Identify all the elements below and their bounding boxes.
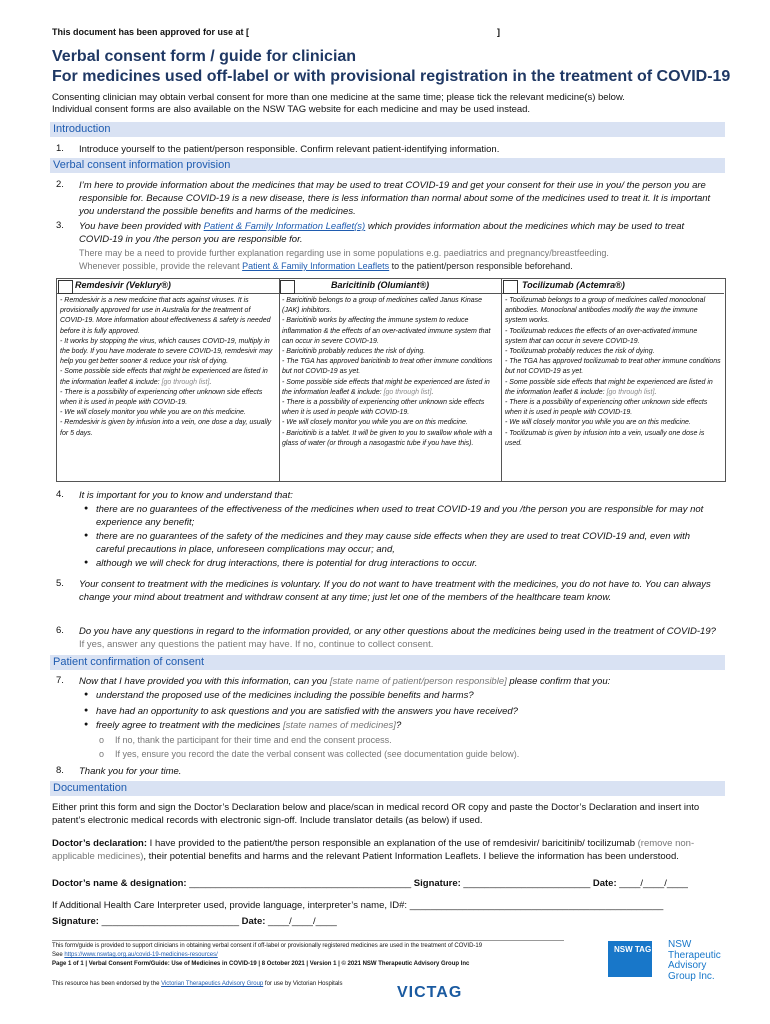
medicine-description	[279, 294, 501, 451]
nsw-name-line: Advisory	[668, 960, 707, 971]
item-4: It is important for you to know and understand that:	[79, 490, 293, 501]
medicine-point: - There is a possibility of experiencing other unknown side effects when it is used in people with COVID-19.	[60, 388, 263, 407]
intro-text	[52, 92, 732, 116]
item-number: 6.	[56, 625, 64, 636]
resources-link[interactable]: https://www.nswtag.org.au/covid-19-medicines-resources/	[64, 952, 218, 958]
doctor-signature-row	[52, 878, 688, 889]
nsw-name-line: NSW	[668, 939, 692, 950]
footer-line-4	[52, 980, 343, 988]
declaration-placeholder: (remove non-applicable medicines)	[52, 838, 695, 862]
item-6	[79, 625, 719, 651]
medicine-point: - Some possible side effects that might be experienced are listed in the information leaflet & include: [go through list].	[505, 378, 713, 396]
item-7-placeholder: [state name of patient/person responsible]	[329, 676, 507, 687]
baricitinib-checkbox[interactable]	[280, 280, 295, 294]
medicine-point: - Some possible side effects that might be experienced are listed in the information leaflet & include: [go through list].	[60, 368, 268, 386]
footer-line-1: This form/guide is provided to support clinicians in obtaining verbal consent if off-label or provisionally registered medicines are used in the treatment of COVID-19	[52, 943, 483, 949]
note-text-b: to the patient/person responsible beforehand.	[389, 261, 573, 271]
section-verbal-consent: Verbal consent information provision	[50, 158, 725, 173]
medicine-point: - We will closely monitor you while you are on this medicine.	[282, 419, 468, 427]
medicine-header	[279, 279, 501, 294]
medicine-description	[57, 294, 279, 441]
item-7-text-a: Now that I have provided you with this information, can you	[79, 676, 330, 687]
victag-link[interactable]: Victorian Therapeutics Advisory Group	[161, 981, 264, 987]
item-3	[79, 220, 719, 246]
medicine-point: - We will closely monitor you while you are on this medicine.	[505, 419, 691, 427]
doctor-name-label: Doctor’s name & designation:	[52, 878, 187, 889]
medicine-point: - There is a possibility of experiencing other unknown side effects when it is used in people with COVID-19.	[282, 399, 485, 417]
item-number: 8.	[56, 765, 64, 776]
item-6-question: Do you have any questions in regard to the information provided, or any other questions about the medicines being used in the treatment of COVID-19?	[79, 626, 716, 637]
intro-line-2: Individual consent forms are also available on the NSW TAG website for each medicine and may be used instead.	[52, 104, 531, 115]
item-7-bullet-1: understand the proposed use of the medicines including the possible benefits and harms?	[96, 690, 474, 701]
medicine-column-remdesivir	[57, 279, 280, 481]
item-7-text-b: please confirm that you:	[506, 676, 611, 687]
medicine-point: - Tocilizumab belongs to a group of medicines called monoclonal antibodies. Monoclonal antibodies modify the way the immune system works.	[505, 297, 706, 325]
medicine-point: - The TGA has approved tocilizumab to treat other immune conditions but not COVID-19 as yet.	[505, 358, 721, 376]
signature-label: Signature:	[413, 878, 461, 889]
doctor-name-field[interactable]: __________________________________________	[189, 878, 412, 889]
medicine-point: - We will closely monitor you while you are on this medicine.	[60, 409, 246, 417]
item-1: Introduce yourself to the patient/person responsible. Confirm relevant patient-identifying information.	[79, 144, 500, 155]
item-4-bullet-3: although we will check for drug interactions, there is potential for drug interactions to occur.	[96, 558, 478, 569]
item-number: 4.	[56, 489, 64, 500]
medicine-point: - Tocilizumab probably reduces the risk of dying.	[505, 348, 655, 356]
item-3-note-2	[79, 260, 719, 273]
footer-endorsed-b: for use by Victorian Hospitals	[263, 981, 343, 987]
declaration-label: Doctor’s declaration:	[52, 838, 148, 849]
medicines-table	[56, 278, 726, 482]
item-number: 3.	[56, 220, 64, 231]
remdesivir-checkbox[interactable]	[58, 280, 73, 294]
signature-label: Signature:	[52, 916, 99, 927]
footer-see: See	[52, 952, 65, 958]
date-label: Date:	[592, 878, 617, 889]
circle-icon: o	[99, 735, 105, 745]
approval-text: This document has been approved for use at [	[52, 27, 250, 37]
item-5: Your consent to treatment with the medicines is voluntary. If you do not want to have treatment with the medicines, you do not have to. You can always change your mind about treatment and withdraw consent at any time; just let one of the members of the healthcare team know.	[79, 579, 711, 603]
medicine-column-tocilizumab	[502, 279, 724, 481]
note-text-a: Whenever possible, provide the relevant	[79, 261, 243, 271]
date-field[interactable]: ____/____/____	[619, 878, 688, 889]
leaflets-link[interactable]: Patient & Family Information Leaflets	[242, 261, 390, 271]
medicine-point: - Tocilizumab is given by infusion into a vein, usually one dose is used.	[505, 429, 705, 447]
medicine-point: - The TGA has approved baricitinib to treat other immune conditions but not COVID-19 as yet.	[282, 358, 493, 376]
medicine-point: - Baricitinib probably reduces the risk of dying.	[282, 348, 426, 356]
medicine-point: - Baricitinib works by affecting the immune system to reduce inflammation & the effects of an over-activated immune system that can occur in severe COVID-19.	[282, 317, 491, 345]
bullet-icon: ●	[84, 721, 89, 728]
bullet-icon: ●	[84, 505, 89, 512]
bullet-icon: ●	[84, 707, 89, 714]
bullet-icon: ●	[84, 691, 89, 698]
item-7-bullet-2: have had an opportunity to ask questions and you are satisfied with the answers you have received?	[96, 706, 518, 717]
medicine-name: Baricitinib (Olumiant®)	[331, 280, 430, 290]
leaflet-link[interactable]: Patient & Family Information Leaflet(s)	[203, 221, 366, 232]
bullet-icon: ●	[84, 559, 89, 566]
item-4-bullet-2: there are no guarantees of the safety of the medicines and they may cause side effects when they are used to treat COVID-19 and, even with careful precautions in place, unforeseen complications may occur; and,	[96, 531, 691, 555]
item-number: 7.	[56, 675, 64, 686]
medicine-column-baricitinib	[279, 279, 502, 481]
doctor-declaration	[52, 837, 732, 863]
item-6-instruction: If yes, answer any questions the patient may have. If no, continue to collect consent.	[79, 639, 434, 650]
footer-line-3: Page 1 of 1 | Verbal Consent Form/Guide: Use of Medicines in COVID-19 | 8 October 2021 | Version 1 | © 2021 NSW Therapeutic Advisory Group Inc	[52, 961, 470, 967]
footer-divider	[52, 940, 564, 941]
item-number: 2.	[56, 179, 64, 190]
tocilizumab-checkbox[interactable]	[503, 280, 518, 294]
bullet-placeholder: [state names of medicines]	[282, 720, 396, 731]
item-7-sub-2: If yes, ensure you record the date the verbal consent was collected (see documentation guide below).	[115, 749, 520, 759]
nsw-tag-name	[668, 940, 721, 982]
approval-line	[52, 27, 692, 37]
interpreter-signature-row	[52, 916, 337, 927]
page-subtitle: For medicines used off-label or with provisional registration in the treatment of COVID-19	[52, 68, 731, 85]
interpreter-date-field[interactable]: ____/____/____	[268, 916, 337, 927]
item-7-sub-1: If no, thank the participant for their time and end the consent process.	[115, 735, 392, 745]
medicine-point: - It works by stopping the virus, which causes COVID-19, multiply in the body. If you have moderate to severe COVID-19, remdesivir may help you get better sooner & reduce your risk of dying.	[60, 337, 273, 366]
footer-endorsed-a: This resource has been endorsed by the	[52, 981, 162, 987]
item-3-text-b: which provides information about the medicines which may be used to treat COVID-19 in you /the person you are responsible for.	[79, 221, 685, 245]
section-patient-confirmation: Patient confirmation of consent	[50, 655, 725, 670]
nsw-name-line: Therapeutic	[668, 949, 721, 961]
medicine-point: - Tocilizumab reduces the effects of an over-activated immune system that can occur in severe COVID-19.	[505, 327, 698, 345]
medicine-point: - Remdesivir is a new medicine that acts against viruses. It is provisionally approved for use in Australia for the treatment of COVID-19. More information about effectiveness & safety is needed before it is fully approved.	[60, 297, 271, 335]
section-documentation: Documentation	[50, 781, 725, 796]
medicine-name: Tocilizumab (Actemra®)	[522, 280, 625, 290]
section-introduction: Introduction	[50, 122, 725, 137]
item-3-text-a: You have been provided with	[79, 221, 204, 232]
bullet-text-a: freely agree to treatment with the medicines	[96, 720, 283, 731]
medicine-point: - There is a possibility of experiencing other unknown side effects when it is used in people with COVID-19.	[505, 399, 708, 417]
interpreter-row	[52, 900, 663, 911]
medicine-point: - Baricitinib belongs to a group of medicines called Janus Kinase (JAK) inhibitors.	[282, 297, 483, 315]
page-title: Verbal consent form / guide for clinician	[52, 48, 357, 65]
interpreter-signature-field[interactable]: __________________________	[101, 916, 239, 927]
approval-close: ]	[497, 27, 500, 37]
item-4-bullet-1: there are no guarantees of the effectiveness of the medicines when used to treat COVID-19 and you /the person you are responsible for may not experience any benefit;	[96, 504, 704, 528]
medicine-header	[57, 279, 279, 294]
medicine-header	[502, 279, 724, 294]
circle-icon: o	[99, 749, 105, 759]
medicine-point: - Some possible side effects that might be experienced are listed in the information leaflet & include: [go through list].	[282, 378, 490, 396]
bullet-icon: ●	[84, 532, 89, 539]
medicine-point: - Remdesivir is given by infusion into a vein, one dose a day, usually for 5 days.	[60, 419, 272, 437]
medicine-point: - Baricitinib is a tablet. It will be given to you to swallow whole with a glass of water (or through a nasogastric tube if you have this).	[282, 429, 493, 447]
item-8: Thank you for your time.	[79, 766, 182, 777]
signature-field[interactable]: ________________________	[463, 878, 591, 889]
footer-line-2	[52, 951, 218, 959]
declaration-text-b: , their potential benefits and harms and the relevant Patient Information Leaflets. I believe the information has been understood.	[143, 851, 679, 862]
medicine-description	[502, 294, 724, 451]
nsw-name-line: Group Inc.	[668, 970, 715, 982]
intro-line-1: Consenting clinician may obtain verbal consent for more than one medicine at the same time; please tick the relevant medicine(s) below.	[52, 92, 625, 103]
medicine-name: Remdesivir (Veklury®)	[75, 280, 171, 290]
item-number: 1.	[56, 143, 64, 154]
date-label: Date:	[241, 916, 266, 927]
item-number: 5.	[56, 578, 64, 589]
declaration-text-a: I have provided to the patient/the person responsible an explanation of the use of remdesivir/ baricitinib/ tocilizumab	[147, 838, 638, 849]
victag-logo: VICTAG	[397, 984, 463, 1001]
nsw-tag-logo: NSW TAG	[608, 941, 652, 977]
item-7-bullet-3	[96, 719, 716, 732]
item-7	[79, 675, 719, 688]
documentation-text: Either print this form and sign the Doctor’s Declaration below and place/scan in medical record OR copy and paste the Doctor’s Declaration and insert into patent’s electronic medical records with electronic sign-off. Include translator details (as below) if used.	[52, 802, 700, 826]
interpreter-field[interactable]: ________________________________________________	[409, 900, 664, 911]
item-2: I’m here to provide information about the medicines that may be used to treat COVID-19 and get your consent for their use in you/ the person you are responsible for. Because COVID-19 is a new disease, there is less information than normal about some of the medicines used to treat it. It is important you understand the possible benefits and harms of the medicines.	[79, 180, 711, 217]
item-3-note: There may be a need to provide further explanation regarding use in some populations e.g. paediatrics and pregnancy/breastfeeding.	[79, 248, 609, 258]
bullet-text-b: ?	[395, 720, 402, 731]
interpreter-label: If Additional Health Care Interpreter used, provide language, interpreter’s name, ID#:	[52, 900, 408, 911]
